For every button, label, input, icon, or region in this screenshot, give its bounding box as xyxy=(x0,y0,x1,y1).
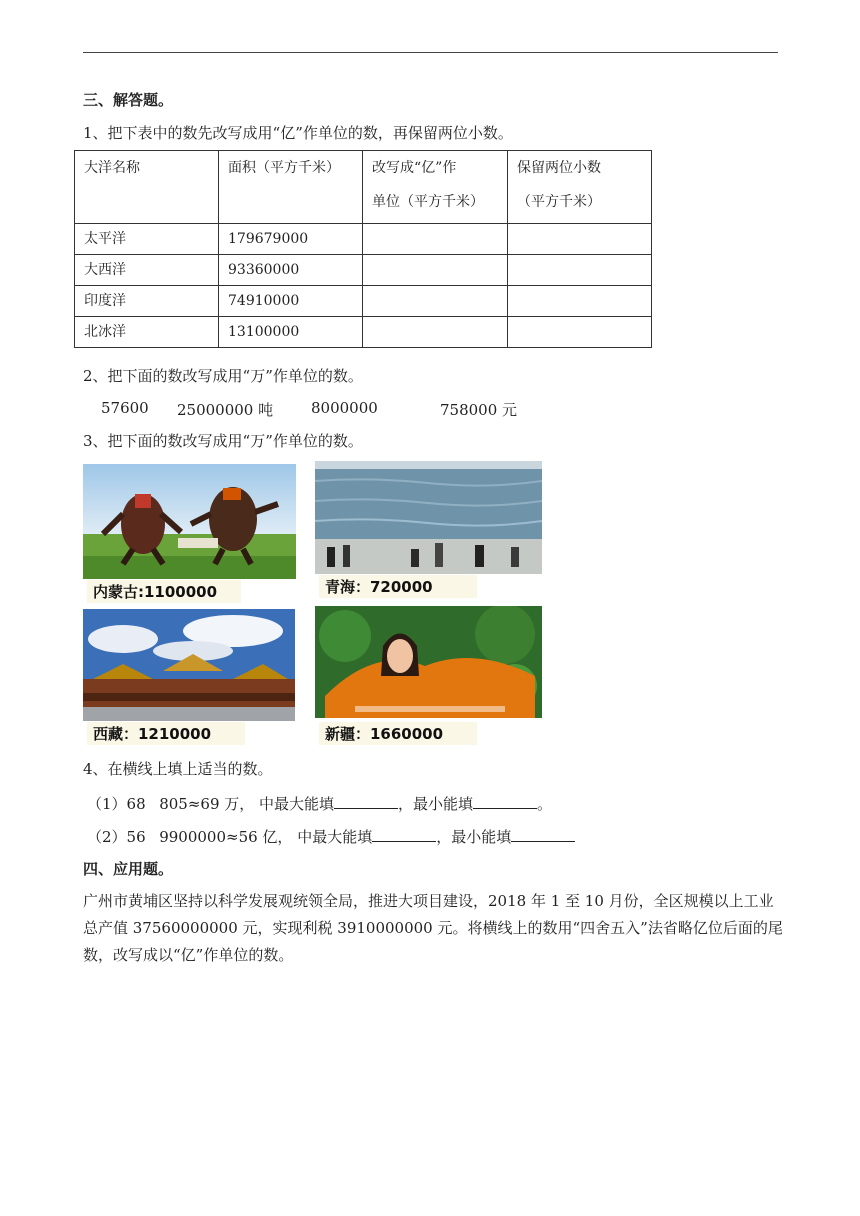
blank-max-1[interactable] xyxy=(334,794,398,809)
photo-caption: 新疆：1660000 xyxy=(319,722,477,745)
answer-yi-cell[interactable] xyxy=(363,224,508,255)
photo-caption: 青海：720000 xyxy=(319,575,477,598)
ocean-area: 74910000 xyxy=(219,286,363,317)
answer-yi-cell[interactable] xyxy=(363,317,508,348)
q4-part-2: （2）56 9900000≈56 亿， 中最大能填 ，最小能填 xyxy=(87,827,575,846)
ocean-name: 印度洋 xyxy=(75,286,219,317)
application-question: 广州市黄埔区坚持以科学发展观统领全局，推进大项目建设，2018 年 1 至 10 月份，全区规模以上工业总产值 37560000000 元，实现利税 3910000000 元。将横线上的数用“四舍五入”法省略亿位后面的尾数，改写成以“亿”作单位的数。 xyxy=(83,892,783,964)
table-row xyxy=(75,286,652,317)
photo-caption: 内蒙古:1100000 xyxy=(87,580,241,603)
ocean-name: 北冰洋 xyxy=(75,317,219,348)
ocean-area: 13100000 xyxy=(219,317,363,348)
question-1: 1、把下表中的数先改写成用“亿”作单位的数，再保留两位小数。 xyxy=(83,124,513,142)
table-row xyxy=(75,317,652,348)
answer-decimal-cell[interactable] xyxy=(508,255,652,286)
xinjiang-photo xyxy=(315,606,542,718)
question-3: 3、把下面的数改写成用“万”作单位的数。 xyxy=(83,432,363,450)
blank-min-2[interactable] xyxy=(511,827,575,842)
table-header-row xyxy=(75,151,652,224)
qinghai-photo xyxy=(315,461,542,574)
answer-decimal-cell[interactable] xyxy=(508,286,652,317)
answer-yi-cell[interactable] xyxy=(363,255,508,286)
question-2: 2、把下面的数改写成用“万”作单位的数。 xyxy=(83,367,363,385)
question-4: 4、在横线上填上适当的数。 xyxy=(83,760,273,778)
header-ocean-name: 大洋名称 xyxy=(75,151,219,224)
header-rule xyxy=(83,52,778,53)
tibet-photo xyxy=(83,609,295,721)
section-3-heading: 三、解答题。 xyxy=(83,91,174,109)
q2-number: 758000 元 xyxy=(440,401,518,419)
section-4-heading: 四、应用题。 xyxy=(83,860,174,878)
blank-max-2[interactable] xyxy=(372,827,436,842)
blank-min-1[interactable] xyxy=(473,794,537,809)
q2-number: 25000000 吨 xyxy=(177,401,274,419)
header-area: 面积（平方千米） xyxy=(219,151,363,224)
table-row xyxy=(75,224,652,255)
header-two-decimals: 保留两位小数 （平方千米） xyxy=(508,151,652,224)
ocean-area: 93360000 xyxy=(219,255,363,286)
q2-number: 8000000 xyxy=(311,399,378,417)
ocean-table xyxy=(74,150,652,348)
ocean-name: 太平洋 xyxy=(75,224,219,255)
ocean-area: 179679000 xyxy=(219,224,363,255)
photo-caption: 西藏：1210000 xyxy=(87,722,245,745)
ocean-name: 大西洋 xyxy=(75,255,219,286)
answer-yi-cell[interactable] xyxy=(363,286,508,317)
q2-number: 57600 xyxy=(101,399,149,417)
answer-decimal-cell[interactable] xyxy=(508,224,652,255)
header-yi-unit: 改写成“亿”作 单位（平方千米） xyxy=(363,151,508,224)
table-row xyxy=(75,255,652,286)
answer-decimal-cell[interactable] xyxy=(508,317,652,348)
q4-part-1: （1）68 805≈69 万， 中最大能填 ，最小能填 。 xyxy=(87,795,553,813)
inner-mongolia-photo xyxy=(83,464,296,579)
